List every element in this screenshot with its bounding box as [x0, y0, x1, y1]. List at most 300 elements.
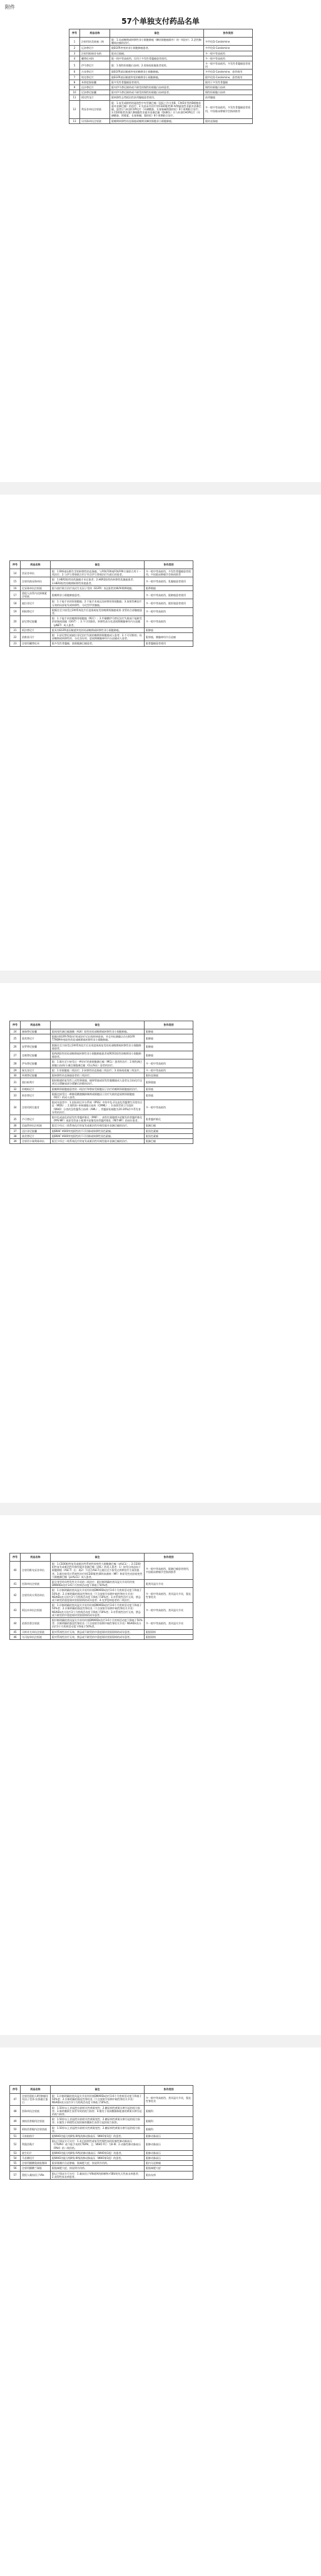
remark-cell: 限铂敏感的复发性上皮性卵巢癌、输卵管癌或原发性腹膜癌成人患者在含铂化疗达到完全缓解或部分缓解后的维持治疗。 [51, 1078, 145, 1086]
document-page-3 [0, 983, 321, 1503]
drug-name: 注射用醋酸奥曲肽微球 [21, 2161, 51, 2166]
remark-cell: 限术后镇痛。 [110, 51, 204, 56]
table-row [10, 2156, 193, 2161]
category-cell: 限肺癌 [145, 1043, 193, 1051]
drug-name: 乌司奴单抗注射液 [21, 1634, 51, 1639]
table-row [69, 70, 253, 75]
drug-name: 达拉非尼胶囊 [21, 1128, 51, 1133]
drug-name: 西妥昔单抗 [21, 569, 51, 577]
row-number: 43 [10, 1603, 21, 1618]
header-note: 备注 [51, 1021, 145, 1029]
drug-name: 伊布替尼胶囊 [21, 1059, 51, 1068]
remark-cell: 限晚期肾细胞癌患者的一线治疗和曾接受细胞因子治疗的晚期肾细胞癌的治疗。 [51, 1086, 145, 1091]
row-number: 6 [69, 70, 80, 75]
row-number: 23 [10, 641, 21, 646]
drug-name: 尼妥珠单抗注射液 [21, 585, 51, 590]
drug-name: 克唑替尼胶囊 [21, 1051, 51, 1059]
remark-cell: 限中危或高危的原发性骨髓纤维化（PMF）、真性红细胞增多症继发的骨髓纤维化（PPV-MF）或原发性血小板增多症继发的骨髓纤维化（PET-MF）的成年患者。 [51, 1115, 145, 1123]
table-row [10, 1618, 193, 1630]
category-cell: 限黑色素瘤 [145, 1128, 193, 1133]
drug-name: 阿柏西普眼内注射溶液 [21, 2125, 51, 2133]
category-cell: 限类风湿关节炎 [145, 1580, 193, 1588]
row-number: 53 [10, 2150, 21, 2155]
drug-name: 舒尼替尼胶囊 [21, 616, 51, 628]
remark-cell: 限：1.50岁以上的湿性年龄相关性黄斑变性；2.糖尿病性黄斑水肿引起的视力损害；3.继发于病理性近视的脉络膜新生血管引起的视力损害。 [51, 2117, 145, 2125]
category-cell: 多一般中等高低档，限肺癌患者使用 [145, 591, 193, 599]
category-cell: 多一般中等高低档 [145, 607, 193, 616]
row-number: 36 [10, 1123, 21, 1128]
category-cell: 限鼻咽癌 [145, 585, 193, 590]
row-number: 16 [10, 585, 21, 590]
drug-name: 安罗替尼胶囊 [21, 1043, 51, 1051]
drug-name: 注射用重组人Ⅱ型肿瘤坏死因子受体-抗体融合蛋白 [21, 2094, 51, 2106]
category-cell: 多甲化Q-Carolsmine [204, 38, 253, 46]
row-number: 39 [10, 1139, 21, 1144]
category-cell: 限内分泌肿瘤 [145, 2161, 193, 2166]
row-number: 11 [69, 95, 80, 100]
drug-name: 贝伐珠单抗注射液 [80, 118, 110, 123]
table-row [69, 38, 253, 46]
row-number: 55 [10, 2161, 21, 2166]
document-page-1 [0, 0, 321, 482]
category-cell: 多一般中等高低档，类风湿关节炎，强直性脊柱炎 [145, 2094, 193, 2106]
drug-name: 重组人血管内皮抑制素注射液 [21, 591, 51, 599]
drug-name: 阿比特龙片 [80, 95, 110, 100]
category-cell: 多一般中等高低档 [145, 616, 193, 628]
remark-cell: 限：1.慢性粒细胞白血病；2.胃肠间质瘤患者使用。 [110, 61, 204, 70]
table-row [10, 2117, 193, 2125]
drug-table-page-5 [9, 2085, 193, 2180]
remark-cell: 限：1.肝细胞癌二线治疗；2.转移性结直肠癌三线治疗；3.胃肠间质瘤三线治疗。 [51, 1068, 145, 1073]
category-cell: 限结直肠癌 [145, 1073, 193, 1078]
category-cell: 限骨髓瘤患者使用 [145, 641, 193, 646]
row-number: 41 [10, 1580, 21, 1588]
drug-name: 司来帕格片 [21, 2134, 51, 2139]
drug-name: 呋喹替尼胶囊 [21, 1073, 51, 1078]
row-number: 45 [10, 1629, 21, 1634]
table-row [69, 100, 253, 118]
table-row [69, 118, 253, 123]
category-cell: 多甲化Q-Carolsmine [204, 46, 253, 51]
document-page-5 [0, 2048, 321, 2576]
drug-name: 来那度胺胶囊 [80, 80, 110, 85]
row-number: 21 [10, 627, 21, 632]
row-number: 56 [10, 2166, 21, 2171]
category-cell: 限肾癌 [145, 1086, 193, 1091]
drug-name: 瑞戈非尼片 [21, 1068, 51, 1073]
category-cell: 多一般中等高低档，多发性骨髓瘤患者使用 [204, 61, 253, 70]
drug-name: 奥希替尼片 [21, 1034, 51, 1043]
drug-name: 信迪利单抗注射液 [21, 1123, 51, 1128]
drug-name: 注射用阿扎胞苷 [21, 1100, 51, 1115]
table-row [69, 90, 253, 95]
remark-cell: 限：1.不能手术的肝细胞癌；2.不能手术或远处转移的肾细胞癌；3.放射性碘治疗无效的局部复发或转移性、分化型甲状腺癌。 [51, 599, 145, 607]
category-cell: 限卵巢癌 [145, 1078, 193, 1086]
drug-name: 达沙替尼片 [80, 85, 110, 90]
category-cell: 慢性粒细胞白血病 [204, 90, 253, 95]
row-number: 49 [10, 2117, 21, 2125]
row-number: 46 [10, 1634, 21, 1639]
drug-name: 波生坦片 [21, 2150, 51, 2155]
remark-cell: 限既往接受过一种酪氨酸激酶抑制剂或细胞因子治疗失败的进展期肾细胞癌（RCC）的成人患者。 [51, 1091, 145, 1100]
table-row [10, 1128, 193, 1133]
table-row [69, 80, 253, 85]
table-row [10, 1073, 193, 1078]
category-cell: 限肺癌 [145, 1034, 193, 1043]
drug-name: 塞瑞替尼胶囊 [21, 1029, 51, 1034]
row-number: 22 [10, 633, 21, 641]
category-cell: 限肺癌 [145, 627, 193, 632]
row-number: 31 [10, 1078, 21, 1086]
drug-name: 硼替佐米粉 [80, 56, 110, 61]
remark-cell: 限：1.舒尼替尼或索拉非尼治疗失败的晚期肾细胞癌成人患者；2.不可切除的、局部晚期或转移性的、分化良好的、进展期胰腺神经内分泌瘤成人患者。 [51, 633, 145, 641]
drug-name: 阿帕替尼片 [21, 607, 51, 616]
row-number: 14 [10, 569, 21, 577]
remark-cell: 限间变性淋巴瘤激酶（ALK）阳性的局部晚期或转移性非小细胞肺癌。 [51, 1029, 145, 1034]
remark-cell: 限WHO功能分级II级-III级的肺动脉高压（WHO第1组）的患者。 [51, 2134, 145, 2139]
drug-name: 托珠单抗注射液 [21, 1580, 51, 1588]
drug-name: 重组人凝血因子VIIa [21, 2171, 51, 2179]
drug-name: 伊马替尼片 [80, 61, 110, 70]
remark-cell: 限：1.诊断明确的类风湿关节炎经传统DMARDs治疗3-6个月疾病活动度下降低于50%者；2.诊断明确的强直性脊柱炎（不含放射学前期中轴性脊柱关节炎）NSAIDs充分治疗3个月疾病活动度下降低于50%者；3.对系统性治疗无效、禁忌或不耐受的中重度斑块状银屑病的成年患者。 [51, 1603, 145, 1618]
table-row [10, 2171, 193, 2179]
remark-cell: 限肢端肥大症，按说明书用药。 [51, 2166, 145, 2171]
drug-table-page-2 [9, 560, 193, 647]
remark-cell: 限与放疗联合治疗表皮生长因子受体（EGFR）表达阳性的III/IV期鼻咽癌。 [51, 585, 145, 590]
remark-cell: 限对系统性治疗无效、禁忌或不耐受的中重度斑块状银屑病的成年患者。 [51, 1634, 145, 1639]
row-number: 38 [10, 1133, 21, 1138]
table-row [10, 569, 193, 577]
category-cell: 多一般中等高低档，类风湿关节炎 [145, 1618, 193, 1630]
drug-name: 曲美替尼片 [21, 1133, 51, 1138]
row-number: 30 [10, 1073, 21, 1078]
remark-cell: 限多发性骨髓瘤、套细胞淋巴瘤患者。 [51, 641, 145, 646]
header-code: 协作类别 [145, 1553, 193, 1562]
row-number: 35 [10, 1115, 21, 1123]
header-note: 备注 [51, 2086, 145, 2094]
category-cell: 限淋巴瘤 [145, 1139, 193, 1144]
row-number: 24 [10, 1029, 21, 1034]
row-number: 5 [69, 61, 80, 70]
drug-name: 芦可替尼片 [21, 1115, 51, 1123]
table-row [10, 616, 193, 628]
row-number: 18 [10, 599, 21, 607]
table-row [10, 1588, 193, 1603]
remark-cell: 限：1.50岁以上的湿性年龄相关性黄斑变性；2.糖尿病性黄斑水肿引起的视力损害；3.脉络膜新生血管导致的视力损害；4.继发于视网膜静脉阻塞的黄斑水肿引起的视力损害。 [51, 2105, 145, 2117]
category-cell: 多一般中等高低档，多发性骨髓瘤患者使用，中国临床肿瘤学会指南推荐 [204, 100, 253, 118]
category-cell: 限肺动脉高压 [145, 2134, 193, 2139]
drug-name: 注射用英夫利西单抗 [21, 1588, 51, 1603]
table-row [10, 1051, 193, 1059]
row-number: 9 [69, 85, 80, 90]
drug-table-page-3 [9, 1021, 193, 1144]
remark-cell: 限对伊马替尼耐药或不耐受的慢性粒细胞白血病患者。 [110, 85, 204, 90]
remark-cell: 限EGFR突变的非小细胞肺癌患者。 [110, 46, 204, 51]
table-row [10, 591, 193, 599]
remark-cell: 限晚期转移性结直肠癌或晚期非鳞状细胞非小细胞肺癌。 [110, 118, 204, 123]
drug-name: 注射用卡瑞利珠单抗 [21, 1139, 51, 1144]
table-row [10, 633, 193, 641]
table-row [10, 1629, 193, 1634]
category-cell: 多一般中等高低档，限肝癌患者使用 [145, 599, 193, 607]
table-row [69, 85, 253, 90]
table-row [10, 2125, 193, 2133]
drug-name: 埃克替尼片 [80, 75, 110, 80]
drug-name: 索拉非尼片 [21, 599, 51, 607]
remark-cell: 限既往EGFR-TKI治疗时或治疗后出现疾病进展，并且经检测确认存在EGFR T790M突变阳性的局部晚期或转移性非小细胞肺癌。 [51, 1034, 145, 1043]
row-number: 40 [10, 1562, 21, 1580]
table-row [10, 2105, 193, 2117]
header-no: 序号 [10, 561, 21, 569]
row-number: 48 [10, 2105, 21, 2117]
row-number: 15 [10, 577, 21, 585]
category-cell: 多一般中等高低档 [204, 56, 253, 61]
category-cell: 限银屑病 [145, 1634, 193, 1639]
document-page-4 [0, 1515, 321, 2035]
drug-name: 厄洛替尼片 [80, 46, 110, 51]
table-row [69, 95, 253, 100]
remark-cell: 限转移性去势抵抗性前列腺癌患者使用。 [110, 95, 204, 100]
table-row [10, 1100, 193, 1115]
category-cell: 限眼科 [145, 2117, 193, 2125]
remark-cell: 限转移性结直肠癌患者的三线治疗。 [51, 1073, 145, 1078]
category-cell: 多一般中等高低档，限淋巴瘤患者使用，中国临床肿瘤学会指南推荐 [145, 1562, 193, 1580]
table-row [69, 46, 253, 51]
remark-cell: 限：1.诊断明确的类风湿关节炎经传统DMARDs治疗3-6个月疾病活动度下降低于50%者；2.诊断明确的强直性脊柱炎（不含放射学前期中轴性脊柱关节炎）NSAIDs充分治疗3个月疾病活动度下降低于50%者；3.对系统性治疗无效、禁忌或不耐受的重度斑块状银屑病的成年患者；4.克罗恩病患者的二线治疗。 [51, 1588, 145, 1603]
drug-table-page-1 [69, 29, 253, 124]
category-cell: 限肺动脉高压 [145, 2156, 193, 2161]
row-number: 51 [10, 2134, 21, 2139]
table-row [10, 1034, 193, 1043]
row-number: 20 [10, 616, 21, 628]
category-cell: 限黑色素瘤 [145, 1133, 193, 1138]
header-note: 备注 [51, 1553, 145, 1562]
remark-cell: 限既往至少接受过2种系统化疗后进展或复发的晚期胃腺癌或胃-食管结合部腺癌患者。 [51, 607, 145, 616]
table-row [69, 61, 253, 70]
row-number: 19 [10, 607, 21, 616]
remark-cell: 限：1.不能手术的晚期肾细胞癌（RCC）；2.甲磺酸伊马替尼治疗失败或不能耐受的胃肠间质瘤（GIST）；3.不可切除的，转移性高分化进展期胰腺神经内分泌瘤（pNET）成人患者。 [51, 616, 145, 628]
table-row [69, 75, 253, 80]
row-number: 50 [10, 2125, 21, 2133]
table-row [10, 1123, 193, 1128]
drug-name: 利妥昔单抗注射液 [80, 100, 110, 118]
header-code: 协作类别 [145, 561, 193, 569]
table-row [10, 2161, 193, 2166]
row-number: 13 [69, 118, 80, 123]
table-row [10, 607, 193, 616]
category-cell: 限淋巴瘤 [145, 1123, 193, 1128]
table-row [10, 1115, 193, 1123]
header-name: 药品名称 [21, 1021, 51, 1029]
drug-name: 司库奇尤单抗注射液 [21, 1629, 51, 1634]
row-number: 17 [10, 591, 21, 599]
category-cell: 限肺动脉高压 [145, 2139, 193, 2151]
remark-cell: 限多发性骨髓瘤患者使用。 [110, 80, 204, 85]
remark-cell: 限全身型幼年特发性关节炎的二线治疗；限诊断明确的类风湿关节炎经传统DMARDs治疗3-6个月疾病活动度下降低于50%者。 [51, 1580, 145, 1588]
remark-cell: 限对系统性治疗无效、禁忌或不耐受的中重度斑块状银屑病的成年患者。 [51, 1629, 145, 1634]
table-row [10, 2094, 193, 2106]
table-row [10, 1634, 193, 1639]
remark-cell: 限EGFR基因敏感突变的晚期非小细胞肺癌。 [110, 70, 204, 75]
drug-name: 康柏西普眼用注射液 [21, 2117, 51, 2125]
table-row [69, 56, 253, 61]
drug-name: 注射用帕瑞昔布钠 [80, 51, 110, 56]
remark-cell: 限WHO功能分级II级-III级的肺动脉高压（WHO第1组）的患者。 [51, 2156, 145, 2161]
remark-cell: 限对伊马替尼耐药或不耐受的慢性粒细胞白血病患者。 [110, 90, 204, 95]
row-number: 27 [10, 1051, 21, 1059]
drug-name: 注射用培美曲塞二钠 [80, 38, 110, 46]
header-note: 备注 [51, 561, 145, 569]
category-cell: 多一般中等高低档，多发性骨髓瘤患者使用，中国临床肿瘤学会指南推荐 [145, 569, 193, 577]
remark-cell: 限至少经过二线系统化疗的复发或难治性经典型霍奇金淋巴瘤的治疗。 [51, 1139, 145, 1144]
category-cell: 前列腺癌 [204, 95, 253, 100]
row-number: 33 [10, 1091, 21, 1100]
header-note: 备注 [110, 29, 204, 38]
category-cell: 限肺动脉高压 [145, 2150, 193, 2155]
document-page-2 [0, 495, 321, 971]
remark-cell: 限既往至少接受过2种系统化疗后出现进展或复发的局部晚期或转移性非小细胞肺癌患者。 [51, 1043, 145, 1051]
row-number: 57 [10, 2171, 21, 2179]
attachment-label: 附件 [5, 4, 15, 10]
remark-cell: 限EGFR基因敏感突变的晚期非小细胞肺癌。 [110, 75, 204, 80]
table-row [10, 1029, 193, 1034]
drug-name: 吉非替尼片 [80, 70, 110, 75]
category-cell: 限用于多发性骨髓瘤 [204, 80, 253, 85]
category-cell: 限眼科 [145, 2125, 193, 2133]
table-row [10, 577, 193, 585]
table-row [10, 1086, 193, 1091]
remark-cell: 限BRAF V600突变阳性的不可切除或转移性黑色素瘤。 [51, 1128, 145, 1133]
row-number: 28 [10, 1059, 21, 1068]
row-number: 37 [10, 1128, 21, 1133]
drug-name: 尼洛替尼胶囊 [80, 90, 110, 95]
remark-cell: 限：1.RAS基因野生型的转移性结直肠癌，与FOLFOX或FOLFIRI方案联合用于一线治疗；2.与伊立替康联合用于经含伊立替康治疗失败后的患者。 [51, 569, 145, 577]
drug-name: 阿达木单抗注射液 [21, 1603, 51, 1618]
drug-name: 利奥西呱片 [21, 2139, 51, 2151]
remark-cell: 限诊断明确的类风湿关节炎经传统DMARDs治疗3-6个月疾病活动度下降低于50%者；诊断明确的强直性脊柱炎（不含放射学前期中轴性脊柱关节炎）NSAIDs充分治疗3个月疾病活动度下降低于50%者。 [51, 1618, 145, 1630]
remark-cell: 限胃肠胰内分泌肿瘤、肢端肥大症，按说明书用药。 [51, 2161, 145, 2166]
table-row [10, 1043, 193, 1051]
row-number: 10 [69, 90, 80, 95]
header-code: 协作类别 [145, 2086, 193, 2094]
remark-cell: 限：1.局部晚期或转移性非小细胞肺癌（鳞状细胞癌除外）的一线治疗；2.恶性胸膜间皮瘤的治疗。 [110, 38, 204, 46]
category-cell: 限甲化Q-Carolsmine，患者使用 [204, 75, 253, 80]
header-no: 序号 [10, 1021, 21, 1029]
category-cell: 多一般中等高低档，类风湿关节炎，强直性脊柱炎 [145, 1588, 193, 1603]
category-cell: 限肢端肥大症 [145, 2166, 193, 2171]
row-number: 7 [69, 75, 80, 80]
table-row [10, 1091, 193, 1100]
row-number: 3 [69, 51, 80, 56]
remark-cell: 限至少经过二线系统化疗的复发或难治性经典型霍奇金淋巴瘤的治疗。 [51, 1123, 145, 1128]
remark-cell: 限：1.CD30阳性复发或难治性系统性间变性大细胞淋巴瘤（sALCL）；2.CD30阳性复发或难治性经典型霍奇金淋巴瘤（cHL）的成人患者：1）接受自体造血干细胞移植（ASCT）后；或2）不适合ASCT且既往至少接受过两种治疗方案的患者。3.既往接受过系统性治疗的CD30阳性蕈样真菌病（MF）和原发性皮肤间变性大细胞淋巴瘤（pcALCL）成人患者。 [51, 1562, 145, 1580]
table-row [10, 599, 193, 607]
row-number: 54 [10, 2156, 21, 2161]
row-number: 44 [10, 1618, 21, 1630]
row-number: 32 [10, 1086, 21, 1091]
table-row [10, 641, 193, 646]
row-number: 47 [10, 2094, 21, 2106]
header-name: 药品名称 [80, 29, 110, 38]
category-cell: 限眼科 [145, 2105, 193, 2117]
drug-name: 注射用醋酸兰瑞肽 [21, 2166, 51, 2171]
row-number: 8 [69, 80, 80, 85]
table-row [10, 1139, 193, 1144]
row-number: 34 [10, 1100, 21, 1115]
category-cell: 限肺癌 [145, 1029, 193, 1034]
table-row [10, 2166, 193, 2171]
category-cell: 限肺癌 [145, 1051, 193, 1059]
table-row [10, 585, 193, 590]
drug-name: 依那西普注射液 [21, 1618, 51, 1630]
header-name: 药品名称 [21, 1553, 51, 1562]
category-cell: 限银屑病 [145, 1629, 193, 1634]
drug-name: 注射用维布妥昔单抗 [21, 1562, 51, 1580]
header-name: 药品名称 [21, 561, 51, 569]
category-cell: 慢性粒细胞白血病 [204, 85, 253, 90]
header-code: 协作类别 [145, 1021, 193, 1029]
category-cell: 多一般中等高低档，类风湿关节炎 [145, 1603, 193, 1618]
table-row [10, 2150, 193, 2155]
remark-cell: 限晚期非小细胞肺癌患者。 [51, 591, 145, 599]
table-row [10, 627, 193, 632]
table-row [69, 51, 253, 56]
remark-cell: 限WHO功能分级II级-IV级的肺动脉高压（WHO第1组）的患者。 [51, 2150, 145, 2155]
row-number: 2 [69, 46, 80, 51]
remark-cell: 限具有EGFR基因敏感突变的局部晚期或转移性非小细胞肺癌。 [51, 627, 145, 632]
remark-cell: 限：1.50岁以上的湿性年龄相关性黄斑变性；2.糖尿病性黄斑水肿引起的视力损害。 [51, 2125, 145, 2133]
category-cell: 限结直肠癌 [204, 118, 253, 123]
drug-name: 注射用硼替佐米 [21, 641, 51, 646]
category-cell: 多一般中等高低档 [204, 51, 253, 56]
header-code: 协作类别 [204, 29, 253, 38]
drug-name: 奥拉帕利片 [21, 1078, 51, 1086]
row-number: 12 [69, 100, 80, 118]
category-cell: 限血友病 [145, 2171, 193, 2179]
header-no: 序号 [69, 29, 80, 38]
category-cell: 限骨髓纤维化 [145, 1115, 193, 1123]
remark-cell: 限：1.诊断明确的类风湿关节炎经传统DMARDs治疗3-6个月疾病活动度下降低于50%者；2.诊断明确的强直性脊柱炎（不含放射学前期中轴性脊柱关节炎）NSAIDs充分治疗3个月疾病活动度下降低于50%者。 [51, 2094, 145, 2106]
remark-cell: 限以下情况方可支付：1.术后持续性或复发性慢性血栓栓塞性肺动脉高压（CTEPH）或不能手术的CTEPH，且（WHO FC）为II-III；2.动脉性肺动脉高压（PAH）的二线用药。 [51, 2139, 145, 2151]
table-row [10, 1133, 193, 1138]
drug-table-page-4 [9, 1553, 193, 1640]
drug-name: 阿法替尼片 [21, 627, 51, 632]
table-row [10, 2134, 193, 2139]
remark-cell: 限一线中等高低档，仅用于多发性骨髓瘤患者使用。 [110, 56, 204, 61]
drug-name: 雷珠单抗注射液 [21, 2105, 51, 2117]
row-number: 42 [10, 1588, 21, 1603]
drug-name: 阿昔替尼片 [21, 1091, 51, 1100]
row-number: 26 [10, 1043, 21, 1051]
table-row [10, 1603, 193, 1618]
drug-name: 马昔腾坦片 [21, 2156, 51, 2161]
drug-name: 注射用曲妥珠单抗 [21, 577, 51, 585]
table-row [10, 1068, 193, 1073]
remark-cell: 限：1.既往至少接受过一种治疗的套细胞淋巴瘤（MCL）患者的治疗；2.慢性淋巴细胞白血病/小淋巴细胞淋巴瘤（CLL/SLL）患者的治疗。 [51, 1059, 145, 1068]
remark-cell: 限ALK阳性的局部晚期或转移性非小细胞肺癌患者或ROS1阳性的晚期非小细胞肺癌患者。 [51, 1051, 145, 1059]
category-cell: 多一般中等高低档 [145, 1059, 193, 1068]
category-cell: 多甲化Q-Carolsmine，患者使用 [204, 70, 253, 75]
category-cell: 限肾癌，胰腺神经内分泌瘤 [145, 633, 193, 641]
table-row [10, 1562, 193, 1580]
category-cell: 限肾癌 [145, 1091, 193, 1100]
table-row [10, 1078, 193, 1086]
table-row [10, 1580, 193, 1588]
row-number: 52 [10, 2139, 21, 2151]
header-no: 序号 [10, 1553, 21, 1562]
category-cell: 多一般中等高低档，乳腺癌患者使用 [145, 577, 193, 585]
header-no: 序号 [10, 2086, 21, 2094]
